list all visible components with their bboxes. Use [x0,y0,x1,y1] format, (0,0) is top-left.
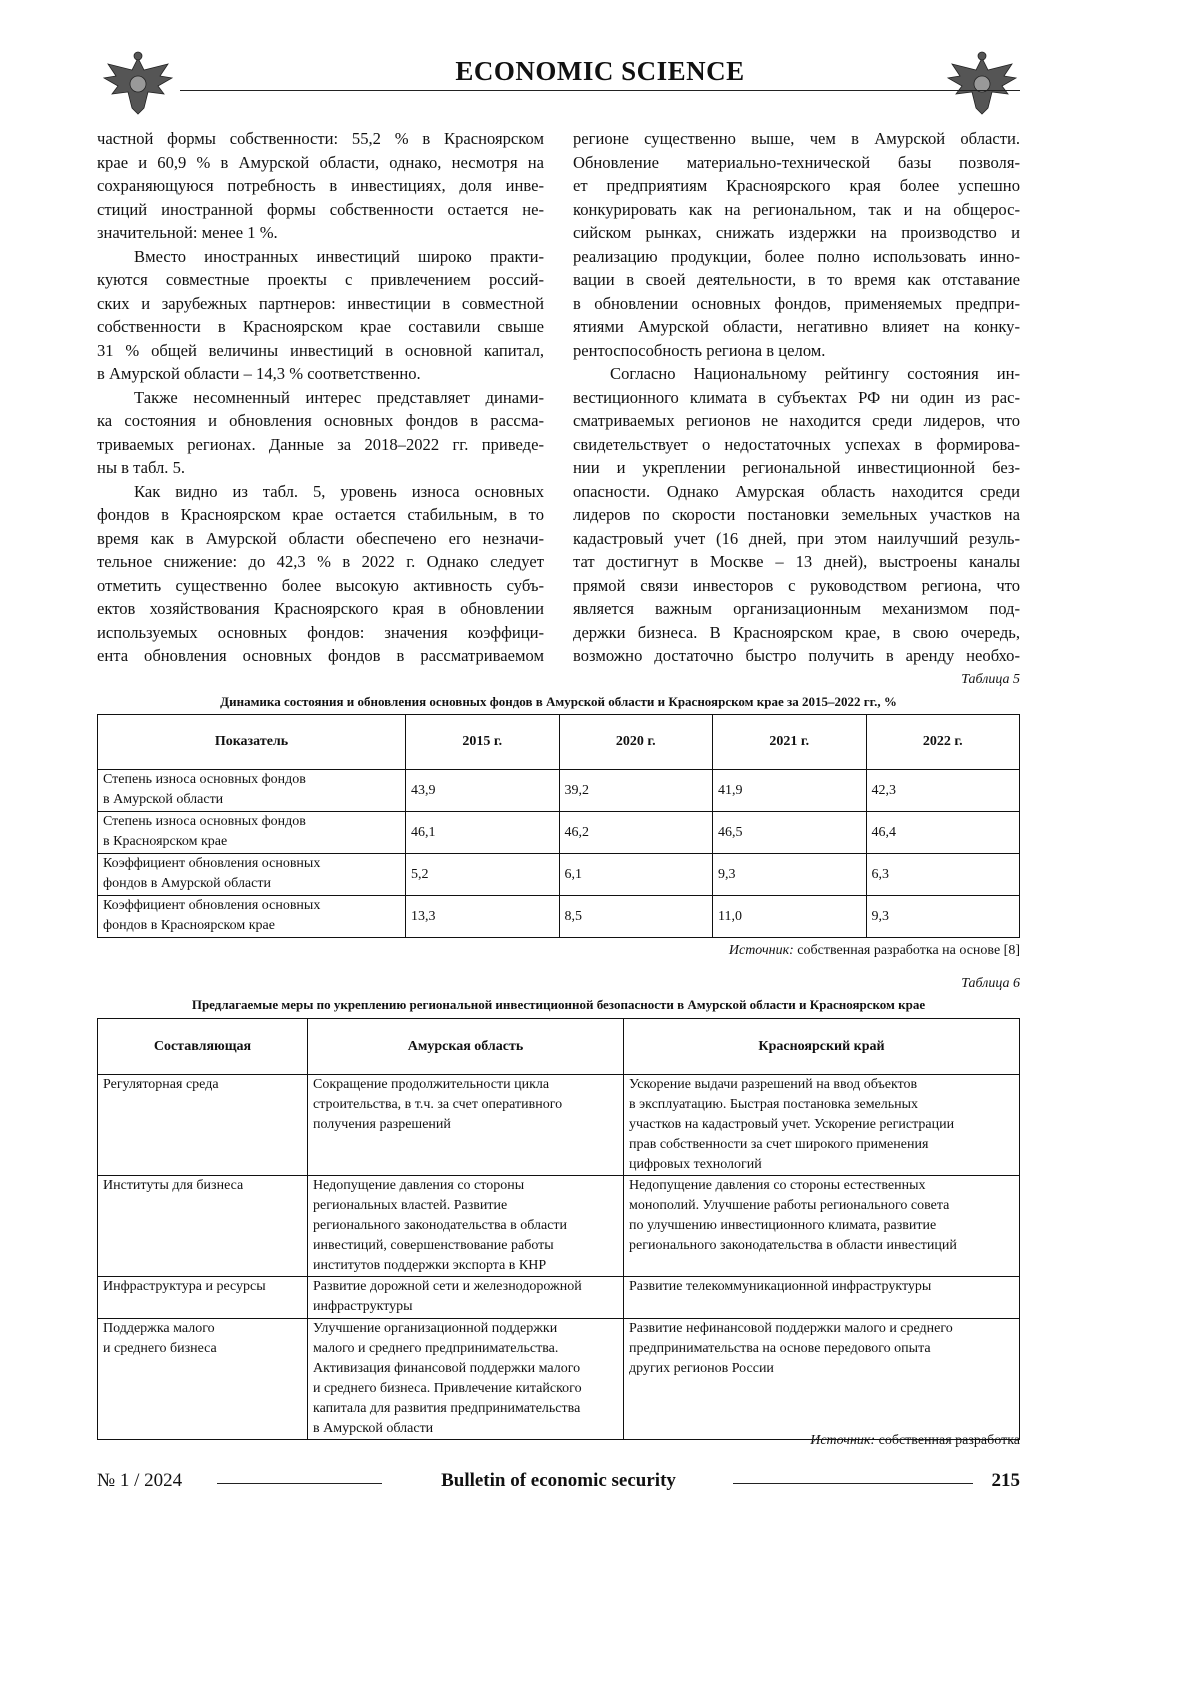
journal-name: Bulletin of economic security [97,1470,1020,1492]
row-label-cell [98,812,406,854]
value-cell: 46,1 [406,812,560,854]
text-line: сийском рынках, снижать издержки на производство и [573,221,1020,245]
text-line: рентоспособность региона в целом. [573,339,1020,363]
row-label-line: фондов в Амурской области [103,874,400,894]
text-line: ятиями Амурской области, негативно влияет на конку- [573,315,1020,339]
text-line: собственности в Красноярском крае составили свыше [97,315,544,339]
section-title: ECONOMIC SCIENCE [0,56,1200,87]
table-row [98,1075,1020,1176]
cell-line: в эксплуатацию. Быстрая постановка земельных [629,1095,1014,1115]
table-cell [624,1075,1020,1176]
text-line: кадастровый учет (16 дней, при этом наилучший резуль- [573,527,1020,551]
table-cell [624,1176,1020,1277]
source-text: собственная разработка [875,1433,1020,1448]
cell-line: Институты для бизнеса [103,1176,302,1196]
text-line: прямой связи инвесторов с руководством региона, что [573,574,1020,598]
cell-line: малого и среднего предпринимательства. [313,1339,618,1359]
text-line: опасности. Однако Амурская область находится среди [573,480,1020,504]
row-label-cell [98,896,406,938]
cell-line: капитала для развития предпринимательства [313,1399,618,1419]
source-label: Источник: [810,1433,875,1448]
text-line: ны в табл. 5. [97,456,544,480]
text-line: значительной: менее 1 %. [97,221,544,245]
row-label-line: Коэффициент обновления основных [103,854,400,874]
source-label: Источник: [729,943,794,958]
cell-line: Инфраструктура и ресурсы [103,1277,302,1297]
cell-line: предпринимательства на основе передового опыта [629,1339,1014,1359]
text-line: сохраняющуюся потребность в инвестициях, доля инве- [97,174,544,198]
cell-line: получения разрешений [313,1115,618,1135]
value-cell: 39,2 [559,770,713,812]
text-line: регионе существенно выше, чем в Амурской области. [573,127,1020,151]
cell-line: Ускорение выдачи разрешений на ввод объектов [629,1075,1014,1095]
text-line: крае и 60,9 % в Амурской области, однако, несмотря на [97,151,544,175]
column-header: Амурская область [308,1019,624,1075]
left-text-column [97,127,544,668]
cell-line: в Амурской области [313,1419,618,1439]
text-line: ента обновления основных фондов в рассматриваемом [97,644,544,668]
table5-label: Таблица 5 [961,672,1020,688]
column-header: Красноярский край [624,1019,1020,1075]
text-line: конкурировать как на региональном, так и на общерос- [573,198,1020,222]
table5 [97,714,1020,938]
cell-line: и среднего бизнеса [103,1339,302,1359]
table-row [98,770,1020,812]
text-line: частной формы собственности: 55,2 % в Красноярском [97,127,544,151]
cell-line: других регионов России [629,1359,1014,1379]
text-line: тат достигнут в Москве – 13 дней), выстроены каналы [573,550,1020,574]
value-cell: 46,4 [866,812,1020,854]
source-text: собственная разработка на основе [8] [794,943,1020,958]
value-cell: 6,3 [866,854,1020,896]
text-line: время как в Амурской области обеспечено его незначи- [97,527,544,551]
text-line: Обновление материально-технической базы позволя- [573,151,1020,175]
text-line: сматриваемых регионов не находится среди лидеров, что [573,409,1020,433]
table-cell [98,1319,308,1440]
row-label-cell [98,770,406,812]
value-cell: 8,5 [559,896,713,938]
value-cell: 46,5 [713,812,867,854]
table6 [97,1018,1020,1440]
cell-line: региональных властей. Развитие [313,1196,618,1216]
column-header: Показатель [98,715,406,770]
table-cell [98,1176,308,1277]
table-row [98,1319,1020,1440]
cell-line: регионального законодательства в области инвестиций [629,1236,1014,1256]
column-header: 2021 г. [713,715,867,770]
cell-line: Развитие телекоммуникационной инфраструктуры [629,1277,1014,1297]
cell-line: инвестиций, совершенствование работы [313,1236,618,1256]
column-header: Составляющая [98,1019,308,1075]
page-number: 215 [992,1470,1021,1492]
cell-line: и среднего бизнеса. Привлечение китайского [313,1379,618,1399]
row-label-line: Степень износа основных фондов [103,812,400,832]
cell-line: Регуляторная среда [103,1075,302,1095]
text-line: вестиционного климата в субъектах РФ ни один из рас- [573,386,1020,410]
page-footer [97,1470,1020,1496]
row-label-cell [98,854,406,896]
text-line: является важным организационным механизмом под- [573,597,1020,621]
text-line: нии и укреплении региональной инвестиционной без- [573,456,1020,480]
text-line: используемых основных фондов: значения коэффици- [97,621,544,645]
value-cell: 11,0 [713,896,867,938]
table5-title: Динамика состояния и обновления основных фондов в Амурской области и Красноярском крае за 2015–2022 гг., % [97,694,1020,710]
text-line: стиций иностранной формы собственности остается не- [97,198,544,222]
text-line: тельное снижение: до 42,3 % в 2022 г. Однако следует [97,550,544,574]
table-row [98,1176,1020,1277]
cell-line: институтов поддержки экспорта в КНР [313,1256,618,1276]
text-line: реализацию продукции, более полно использовать инно- [573,245,1020,269]
value-cell: 13,3 [406,896,560,938]
cell-line: строительства, в т.ч. за счет оперативного [313,1095,618,1115]
text-line: ет предприятиям Красноярского края более успешно [573,174,1020,198]
right-text-column [573,127,1020,668]
text-line: отметить существенно более высокую активность субъ- [97,574,544,598]
row-label-line: в Амурской области [103,790,400,810]
table-cell [624,1319,1020,1440]
value-cell: 9,3 [866,896,1020,938]
cell-line: Развитие дорожной сети и железнодорожной [313,1277,618,1297]
table-cell [308,1075,624,1176]
row-label-line: Коэффициент обновления основных [103,896,400,916]
text-line: Вместо иностранных инвестиций широко практи- [97,245,544,269]
value-cell: 42,3 [866,770,1020,812]
text-line: в обновлении основных фондов, применяемых предпри- [573,292,1020,316]
row-label-line: Степень износа основных фондов [103,770,400,790]
table-cell [98,1075,308,1176]
cell-line: инфраструктуры [313,1297,618,1317]
text-line: триваемых регионах. Данные за 2018–2022 гг. приведе- [97,433,544,457]
text-line: Согласно Национальному рейтингу состояния ин- [573,362,1020,386]
table-row [98,854,1020,896]
text-line: ектов хозяйствования Красноярского края в обновлении [97,597,544,621]
text-line: 31 % общей величины инвестиций в основной капитал, [97,339,544,363]
text-line: Как видно из табл. 5, уровень износа основных [97,480,544,504]
column-header: 2020 г. [559,715,713,770]
footer-rule [733,1483,973,1484]
cell-line: по улучшению инвестиционного климата, развитие [629,1216,1014,1236]
cell-line: цифровых технологий [629,1155,1014,1175]
issue-number: № 1 / 2024 [97,1470,182,1492]
text-line: свидетельствует о недостаточных успехах в формирова- [573,433,1020,457]
cell-line: Недопущение давления со стороны естественных [629,1176,1014,1196]
text-line: держки бизнеса. В Красноярском крае, в свою очередь, [573,621,1020,645]
cell-line: Сокращение продолжительности цикла [313,1075,618,1095]
row-label-line: в Красноярском крае [103,832,400,852]
text-line: вации в своей деятельности, в то время как отставание [573,268,1020,292]
value-cell: 46,2 [559,812,713,854]
cell-line: Недопущение давления со стороны [313,1176,618,1196]
text-line: в Амурской области – 14,3 % соответственно. [97,362,544,386]
header-rule [180,90,1020,91]
cell-line: прав собственности за счет широкого применения [629,1135,1014,1155]
cell-line: Развитие нефинансовой поддержки малого и среднего [629,1319,1014,1339]
table-cell [308,1319,624,1440]
table-cell [308,1176,624,1277]
cell-line: Активизация финансовой поддержки малого [313,1359,618,1379]
text-line: ка состояния и обновления основных фондов в рассма- [97,409,544,433]
text-line: возможно достаточно быстро получить в аренду необхо- [573,644,1020,668]
value-cell: 41,9 [713,770,867,812]
row-label-line: фондов в Красноярском крае [103,916,400,936]
table-row [98,812,1020,854]
text-line: Также несомненный интерес представляет динами- [97,386,544,410]
value-cell: 43,9 [406,770,560,812]
table6-label: Таблица 6 [961,976,1020,992]
value-cell: 5,2 [406,854,560,896]
text-line: лидеров по скорости постановки земельных участков на [573,503,1020,527]
cell-line: участков на кадастровый учет. Ускорение регистрации [629,1115,1014,1135]
column-header: 2022 г. [866,715,1020,770]
cell-line: Поддержка малого [103,1319,302,1339]
table6-title: Предлагаемые меры по укреплению региональной инвестиционной безопасности в Амурской области и Красноярском крае [97,997,1020,1013]
value-cell: 6,1 [559,854,713,896]
column-header: 2015 г. [406,715,560,770]
table6-source [810,1433,1020,1449]
table-cell [624,1277,1020,1319]
cell-line: регионального законодательства в области [313,1216,618,1236]
table-row [98,896,1020,938]
text-line: фондов в Красноярском крае остается стабильным, в то [97,503,544,527]
cell-line: монополий. Улучшение работы регионального совета [629,1196,1014,1216]
table-row [98,1277,1020,1319]
cell-line: Улучшение организационной поддержки [313,1319,618,1339]
table5-source [729,943,1020,959]
table-cell [98,1277,308,1319]
value-cell: 9,3 [713,854,867,896]
text-line: ских и зарубежных партнеров: инвестиции в совместной [97,292,544,316]
table-cell [308,1277,624,1319]
text-line: куются совместные проекты с привлечением россий- [97,268,544,292]
